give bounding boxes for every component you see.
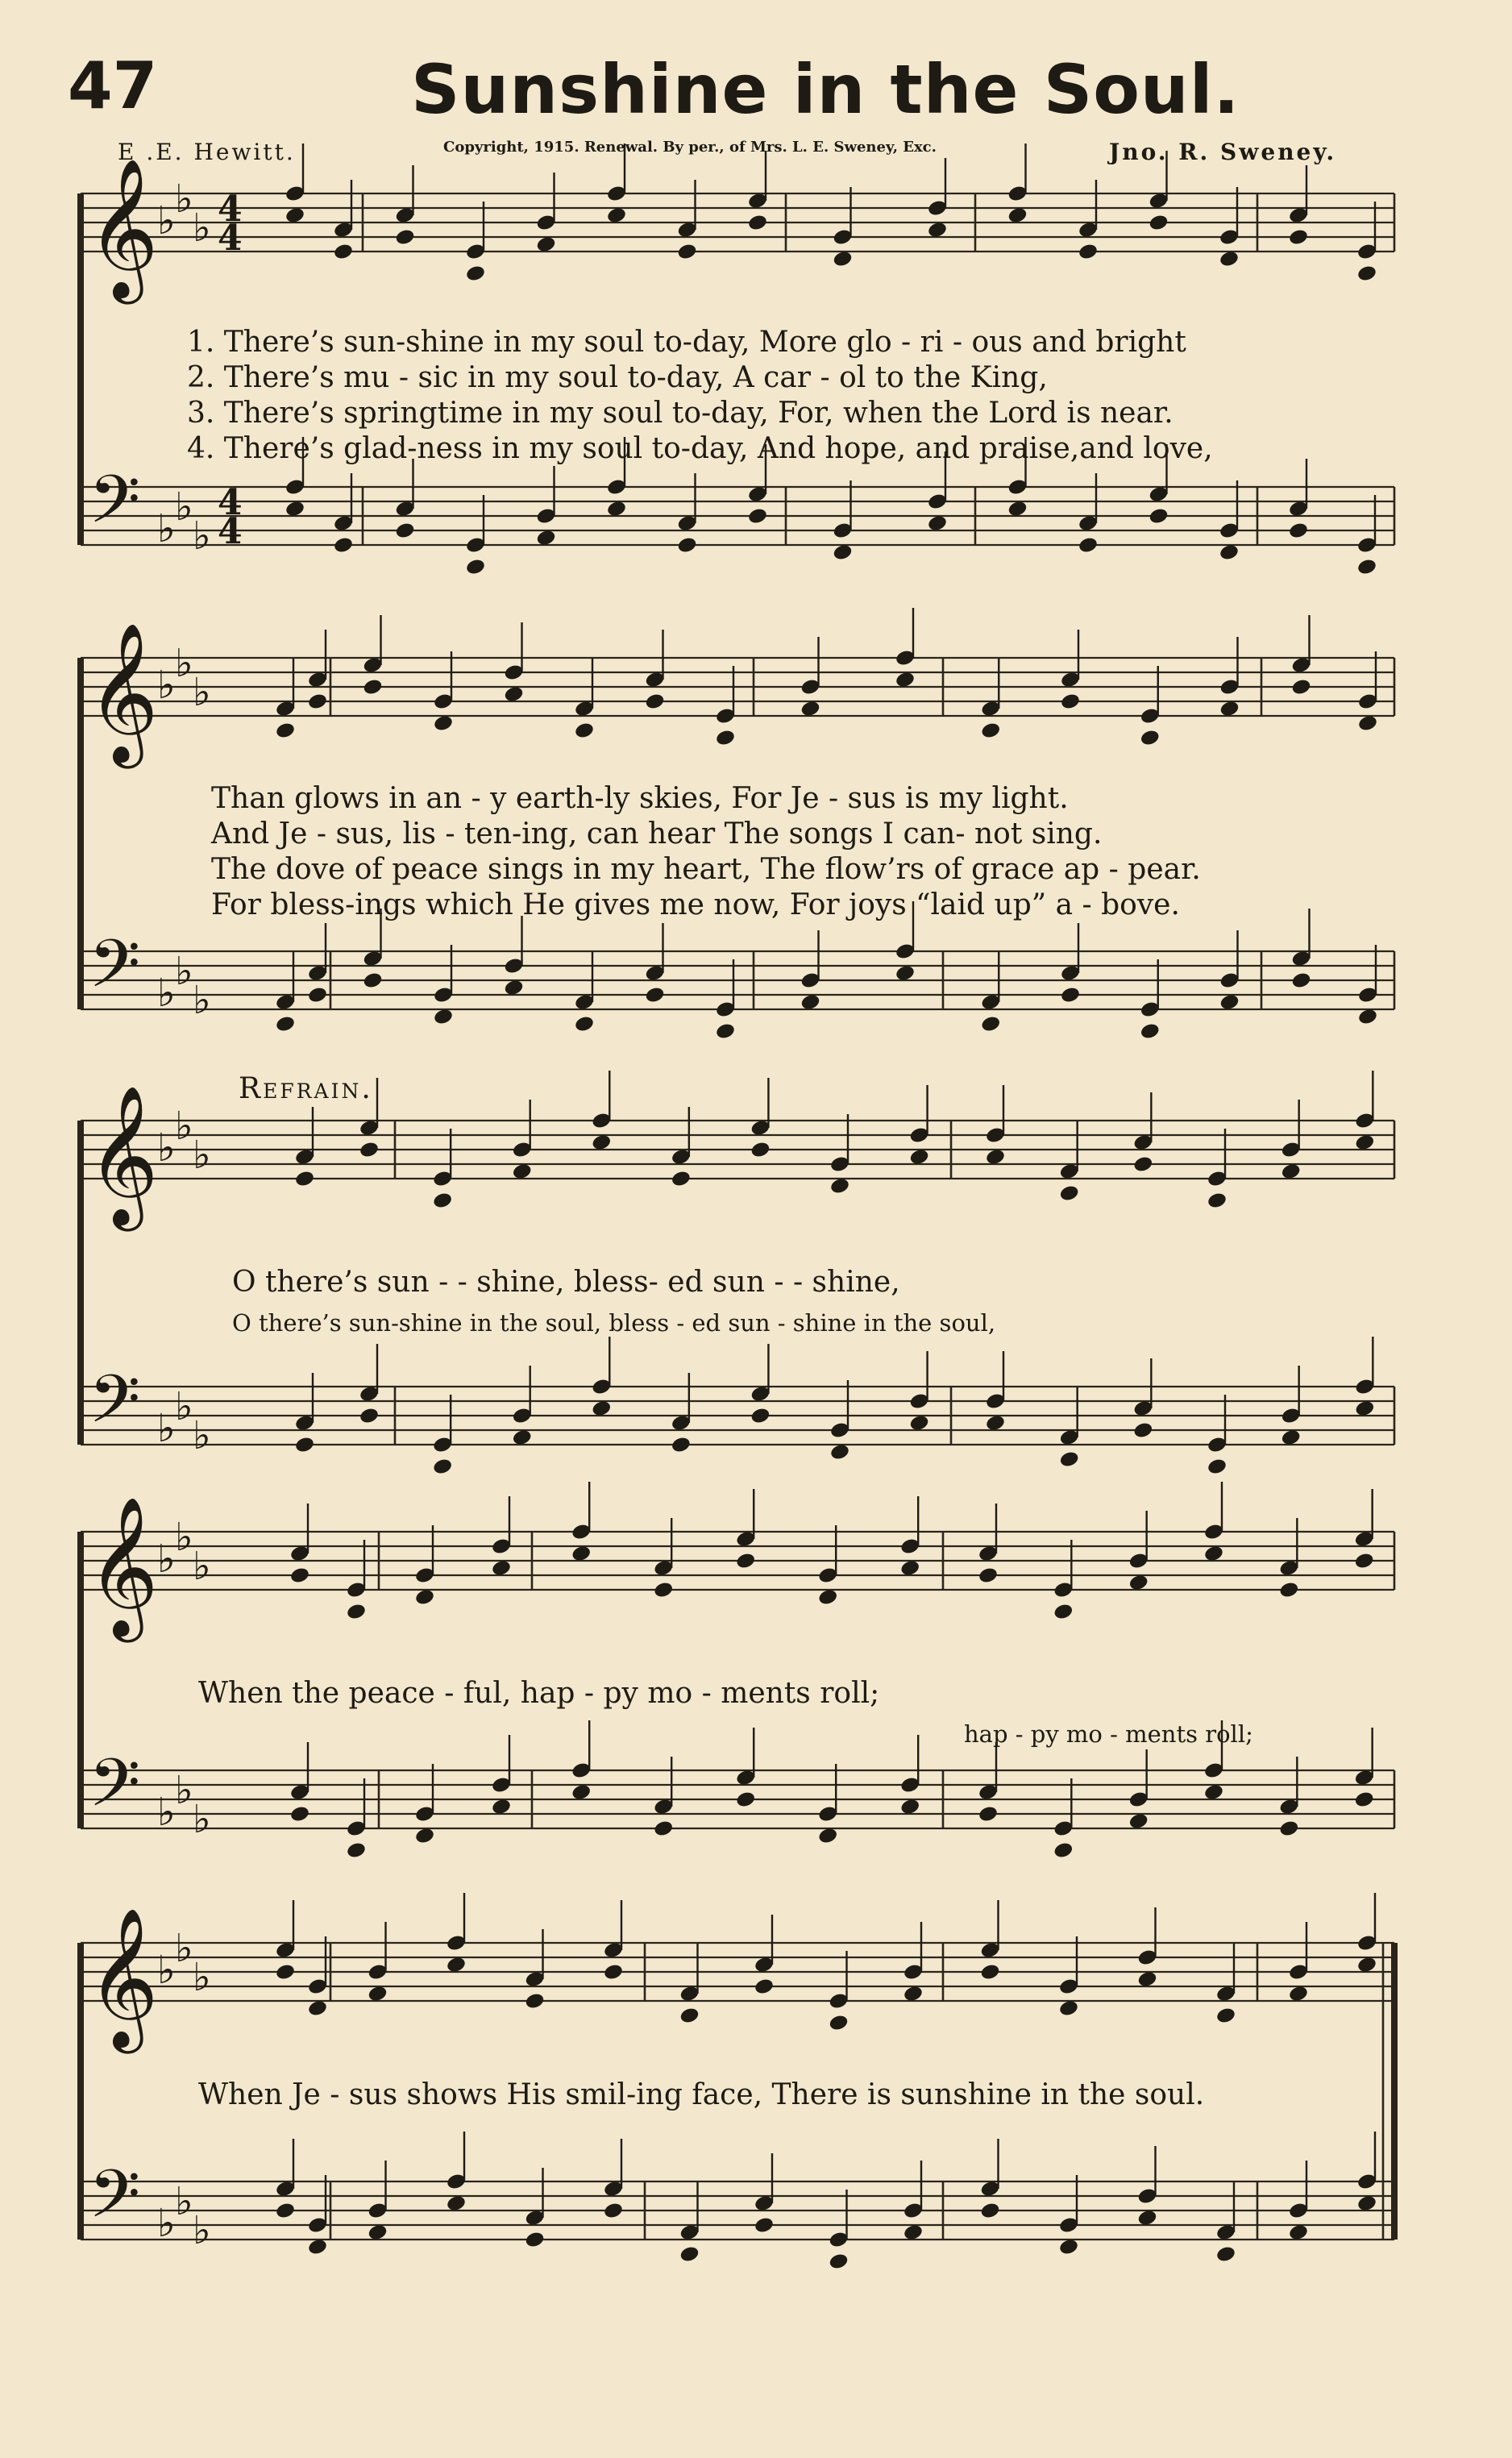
time-signature-top: 4 (218, 482, 243, 523)
refrain-line-2-echo: hap - py mo - ments roll; (964, 1720, 1253, 1748)
flat-icon: ♭ (157, 506, 176, 551)
verse-3-line-b: The dove of peace sings in my heart, The flow’rs of grace ap - pear. (211, 853, 1201, 886)
notehead (285, 206, 305, 225)
notehead (512, 1429, 533, 1447)
notehead (432, 1192, 453, 1210)
notehead (980, 1015, 1001, 1034)
verse-2-line-a: 2. There’s mu - sic in my soul to-day, A car - ol to the King, (187, 361, 1048, 394)
notehead (1219, 700, 1240, 718)
flat-icon: ♭ (193, 1955, 211, 2000)
notehead (671, 1436, 692, 1454)
hymn-number: 47 (68, 48, 158, 123)
notehead (1053, 1603, 1074, 1621)
notehead (346, 1841, 367, 1860)
treble-clef-icon: 𝄞 (87, 1496, 159, 1637)
notehead (1356, 1956, 1377, 1974)
notehead (1278, 1581, 1299, 1599)
notehead (446, 2194, 467, 2213)
treble-clef-icon: 𝄞 (87, 1907, 159, 2048)
verse-1-line-b: Than glows in an - y earth-ly skies, For Je - sus is my light. (211, 782, 1069, 815)
notehead (394, 228, 415, 247)
notehead (1288, 1985, 1309, 2003)
notehead (832, 543, 853, 562)
notehead (653, 1820, 674, 1838)
notehead (1356, 2194, 1377, 2213)
notehead (750, 1141, 771, 1159)
notehead (754, 2216, 775, 2235)
notehead (895, 964, 916, 983)
flat-icon: ♭ (193, 206, 211, 251)
notehead (676, 243, 697, 261)
notehead (574, 1015, 595, 1034)
notehead (285, 500, 305, 518)
refrain-line-3: When Je - sus shows His smil-ing face, There is sunshine in the soul. (198, 2078, 1205, 2111)
notehead (1053, 1841, 1074, 1860)
notehead (1357, 1008, 1378, 1026)
notehead (899, 1798, 920, 1816)
notehead (735, 1552, 756, 1570)
notehead (671, 1170, 692, 1188)
notehead (294, 1170, 315, 1188)
notehead (653, 1581, 674, 1599)
hymn-title: Sunshine in the Soul. (411, 50, 1240, 129)
notehead (715, 1022, 736, 1041)
time-signature-top: 4 (218, 189, 243, 230)
flat-icon: ♭ (157, 198, 176, 243)
notehead (927, 221, 948, 239)
flat-icon: ♭ (193, 1544, 211, 1589)
notehead (908, 1414, 929, 1433)
bass-clef-icon: 𝄢 (89, 925, 141, 1019)
notehead (591, 1133, 612, 1152)
notehead (1203, 1545, 1224, 1563)
notehead (1288, 2223, 1309, 2242)
copyright-notice: Copyright, 1915. Renewal. By per., of Mrs. L. E. Sweney, Exc. (443, 139, 937, 156)
flat-icon: ♭ (175, 1104, 193, 1149)
notehead (275, 1963, 296, 1982)
notehead (503, 685, 524, 704)
treble-clef-icon: 𝄞 (87, 622, 159, 763)
notehead (1215, 2007, 1236, 2025)
bass-clef-icon: 𝄢 (89, 1744, 141, 1838)
flat-icon: ♭ (175, 2179, 193, 2224)
notehead (1140, 729, 1161, 747)
notehead (1203, 1783, 1224, 1802)
notehead (1060, 986, 1081, 1004)
flat-icon: ♭ (193, 1133, 211, 1178)
notehead (465, 558, 486, 576)
notehead (735, 1790, 756, 1809)
flat-icon: ♭ (175, 177, 193, 222)
notehead (1060, 692, 1081, 711)
notehead (829, 1177, 850, 1196)
notehead (433, 714, 454, 733)
notehead (817, 1588, 838, 1607)
notehead (980, 722, 1001, 740)
notehead (715, 729, 736, 747)
notehead (414, 1588, 435, 1607)
notehead (1140, 1022, 1161, 1041)
notehead (346, 1603, 367, 1621)
flat-icon: ♭ (193, 1797, 211, 1842)
notehead (927, 514, 948, 533)
notehead (800, 700, 820, 718)
flat-icon: ♭ (157, 1537, 176, 1582)
flat-icon: ♭ (175, 641, 193, 686)
notehead (828, 2014, 849, 2032)
flat-icon: ♭ (157, 1125, 176, 1171)
notehead (895, 671, 916, 689)
refrain-line-1-echo: O there’s sun-shine in the soul, bless - ed sun - shine in the soul, (232, 1309, 996, 1337)
flat-icon: ♭ (175, 949, 193, 994)
flat-icon: ♭ (157, 1790, 176, 1835)
notehead (433, 1008, 454, 1026)
notehead (1207, 1192, 1227, 1210)
flat-icon: ♭ (175, 1768, 193, 1813)
notehead (512, 1162, 533, 1181)
notehead (800, 993, 820, 1012)
notehead (367, 1985, 388, 2003)
notehead (899, 1559, 920, 1578)
notehead (1148, 507, 1169, 526)
notehead (1132, 1155, 1153, 1174)
notehead (644, 986, 665, 1004)
notehead (1058, 1999, 1079, 2018)
refrain-label: Refrain. (239, 1072, 373, 1105)
notehead (1290, 678, 1311, 697)
notehead (524, 1992, 545, 2011)
notehead (1281, 1162, 1302, 1181)
notehead (574, 722, 595, 740)
notehead (1059, 1450, 1080, 1469)
refrain-line-1: O there’s sun - - shine, bless- ed sun - - shine, (232, 1266, 900, 1299)
notehead (1288, 228, 1309, 247)
notehead (333, 243, 354, 261)
notehead (307, 692, 328, 711)
notehead (1215, 2245, 1236, 2264)
notehead (307, 986, 328, 1004)
flat-icon: ♭ (193, 514, 211, 559)
notehead (367, 2223, 388, 2242)
notehead (1290, 971, 1311, 990)
notehead (679, 2007, 700, 2025)
notehead (908, 1148, 929, 1167)
notehead (289, 1805, 310, 1824)
notehead (1058, 2238, 1079, 2256)
notehead (571, 1545, 592, 1563)
notehead (571, 1783, 592, 1802)
notehead (275, 1015, 296, 1034)
notehead (275, 722, 296, 740)
flat-icon: ♭ (193, 978, 211, 1023)
notehead (362, 971, 383, 990)
notehead (603, 2202, 624, 2220)
notehead (535, 235, 556, 254)
notehead (1136, 2209, 1157, 2227)
flat-icon: ♭ (157, 2201, 176, 2246)
time-signature-bottom: 4 (218, 511, 243, 552)
notehead (503, 979, 524, 997)
notehead (1219, 543, 1240, 562)
notehead (903, 1985, 924, 2003)
flat-icon: ♭ (193, 670, 211, 715)
notehead (1281, 1429, 1302, 1447)
notehead (359, 1141, 380, 1159)
notehead (362, 678, 383, 697)
notehead (978, 1566, 999, 1585)
verse-2-line-b: And Je - sus, lis - ten-ing, can hear The songs I can- not sing. (211, 817, 1103, 851)
flat-icon: ♭ (157, 1406, 176, 1451)
notehead (979, 2202, 1000, 2220)
notehead (1219, 250, 1240, 268)
notehead (903, 2223, 924, 2242)
notehead (1007, 206, 1028, 225)
notehead (644, 692, 665, 711)
flat-icon: ♭ (175, 485, 193, 530)
notehead (1219, 993, 1240, 1012)
notehead (1288, 522, 1309, 540)
notehead (828, 2252, 849, 2271)
notehead (1207, 1458, 1227, 1476)
notehead (1078, 536, 1099, 555)
notehead (465, 264, 486, 283)
notehead (754, 1978, 775, 1996)
notehead (307, 1999, 328, 2018)
notehead (1278, 1820, 1299, 1838)
flat-icon: ♭ (175, 1384, 193, 1429)
notehead (294, 1436, 315, 1454)
notehead (1128, 1812, 1149, 1831)
notehead (978, 1805, 999, 1824)
flat-icon: ♭ (175, 1926, 193, 1971)
bass-clef-icon: 𝄢 (89, 460, 141, 555)
verse-4-line-a: 4. There’s glad-ness in my soul to-day, And hope, and praise,and love, (187, 432, 1213, 465)
notehead (535, 529, 556, 547)
notehead (750, 1407, 771, 1425)
treble-clef-icon: 𝄞 (87, 158, 159, 298)
notehead (1354, 1133, 1375, 1152)
notehead (606, 500, 627, 518)
notehead (1354, 1790, 1375, 1809)
notehead (394, 522, 415, 540)
notehead (414, 1827, 435, 1845)
notehead (817, 1827, 838, 1845)
notehead (275, 2202, 296, 2220)
notehead (591, 1400, 612, 1418)
notehead (1148, 214, 1169, 232)
flat-icon: ♭ (157, 663, 176, 708)
notehead (1354, 1552, 1375, 1570)
notehead (747, 507, 768, 526)
notehead (1059, 1184, 1080, 1203)
notehead (307, 2238, 328, 2256)
bass-clef-icon: 𝄢 (89, 1360, 141, 1454)
notehead (676, 536, 697, 555)
notehead (333, 536, 354, 555)
notehead (1357, 714, 1378, 733)
notehead (1354, 1400, 1375, 1418)
notehead (985, 1414, 1006, 1433)
notehead (606, 206, 627, 225)
verse-3-line-a: 3. There’s springtime in my soul to-day, For, when the Lord is near. (187, 397, 1173, 430)
notehead (1132, 1421, 1153, 1440)
treble-clef-icon: 𝄞 (87, 1085, 159, 1225)
notehead (1136, 1970, 1157, 1989)
flat-icon: ♭ (193, 2208, 211, 2253)
time-signature-bottom: 4 (218, 218, 243, 259)
notehead (829, 1443, 850, 1462)
flat-icon: ♭ (193, 1413, 211, 1458)
refrain-line-2: When the peace - ful, hap - py mo - ments roll; (198, 1677, 880, 1710)
notehead (1356, 558, 1377, 576)
notehead (491, 1798, 512, 1816)
flat-icon: ♭ (175, 1515, 193, 1560)
bass-clef-icon: 𝄢 (89, 2155, 141, 2249)
notehead (446, 1956, 467, 1974)
notehead (491, 1559, 512, 1578)
notehead (832, 250, 853, 268)
author-credit: E .E. Hewitt. (118, 139, 296, 165)
notehead (1356, 264, 1377, 283)
notehead (603, 1963, 624, 1982)
verse-1-line-a: 1. There’s sun-shine in my soul to-day, More glo - ri - ous and bright (187, 326, 1186, 359)
notehead (985, 1148, 1006, 1167)
notehead (747, 214, 768, 232)
verse-4-line-b: For bless-ings which He gives me now, For joys “laid up” a - bove. (211, 888, 1180, 921)
notehead (1128, 1574, 1149, 1592)
notehead (979, 1963, 1000, 1982)
notehead (359, 1407, 380, 1425)
composer-credit: Jno. R. Sweney. (1109, 139, 1337, 165)
notehead (1078, 243, 1099, 261)
notehead (289, 1566, 310, 1585)
notehead (679, 2245, 700, 2264)
notehead (524, 2231, 545, 2249)
notehead (432, 1458, 453, 1476)
flat-icon: ♭ (157, 971, 176, 1016)
flat-icon: ♭ (157, 1948, 176, 1993)
notehead (1007, 500, 1028, 518)
